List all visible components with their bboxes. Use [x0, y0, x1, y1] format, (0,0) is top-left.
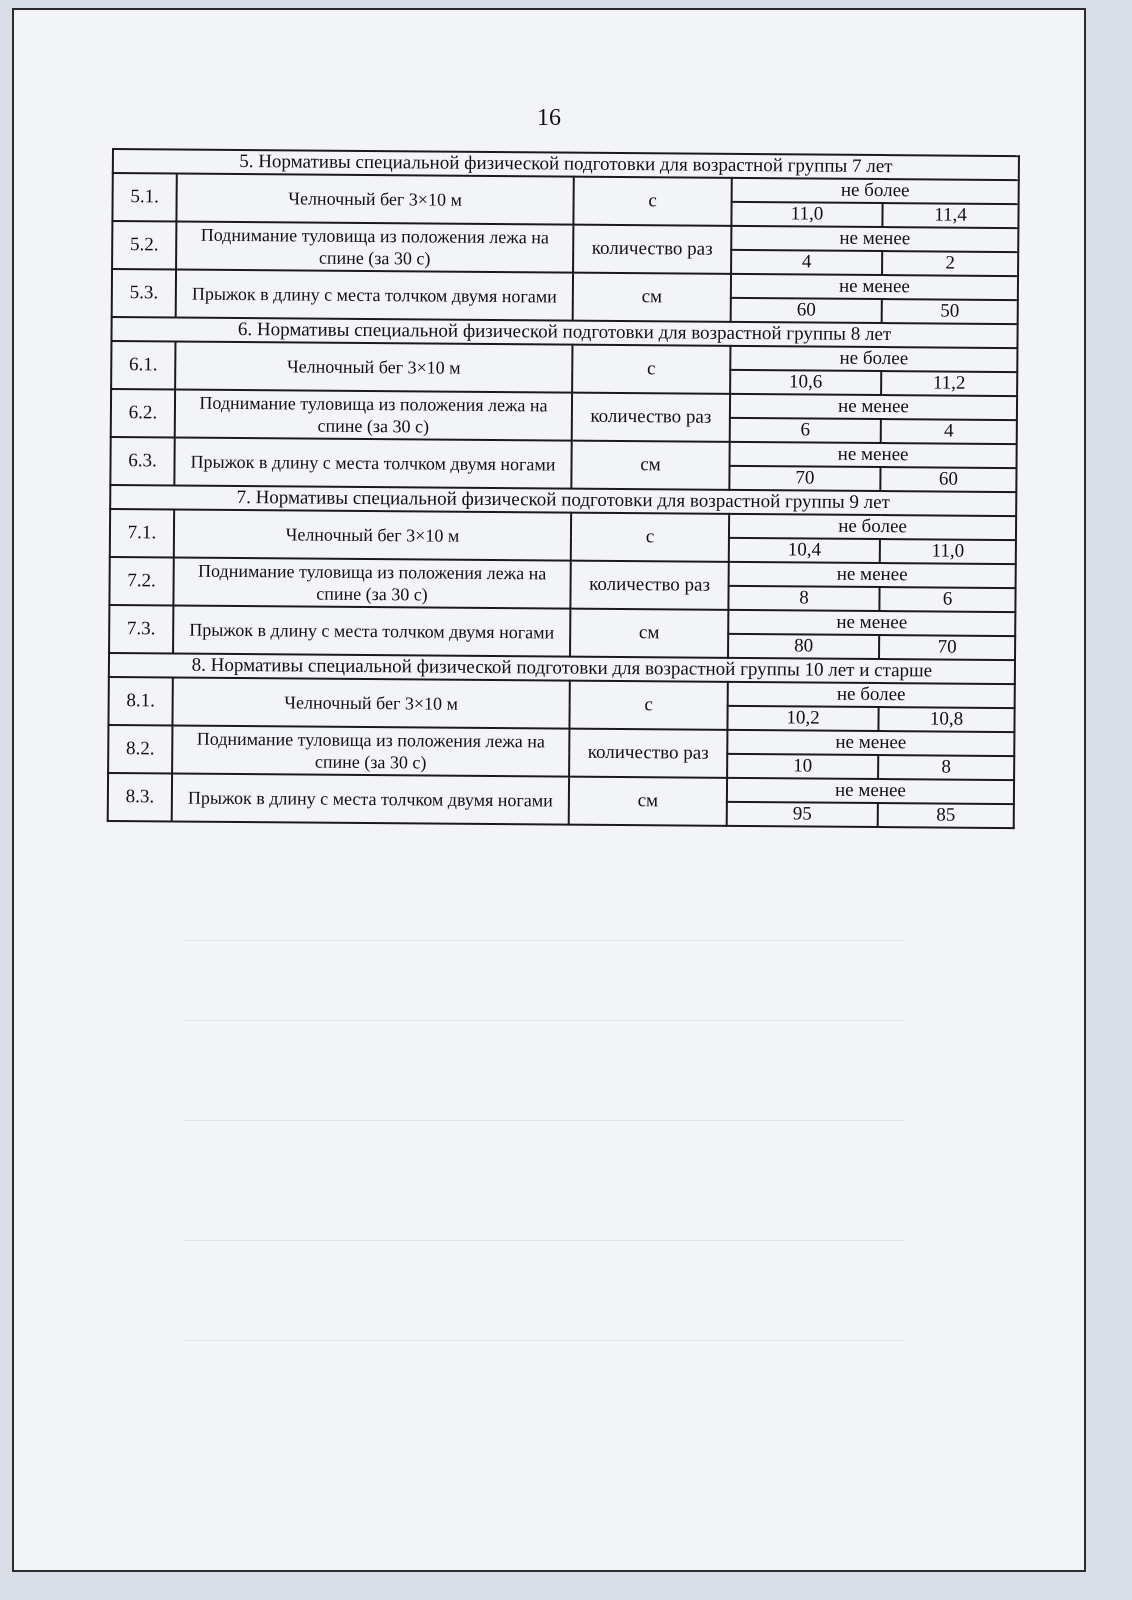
norm-value-2: 11,0 [880, 539, 1016, 564]
norm-value-1: 80 [728, 634, 879, 659]
section-title: 7. Нормативы специальной физической подготовки для возрастной группы 9 лет [110, 485, 1016, 516]
norm-number: 5.1. [112, 173, 176, 222]
norm-test-name: Челночный бег 3×10 м [172, 677, 569, 728]
norm-unit: см [569, 777, 727, 826]
norm-test-name: Прыжок в длину с места толчком двумя ногами [173, 605, 570, 656]
norm-value-2: 4 [881, 419, 1017, 444]
norm-test-name: Прыжок в длину с места толчком двумя ногами [174, 438, 571, 489]
norm-test-name: Поднимание туловища из положения лежа на спине (за 30 с) [175, 390, 572, 441]
norm-value-2: 70 [879, 635, 1015, 660]
norm-limit-type: не более [732, 178, 1019, 204]
norm-value-2: 2 [882, 251, 1018, 276]
norm-limit-type: не менее [727, 778, 1014, 804]
norm-value-2: 11,2 [881, 371, 1017, 396]
norm-value-1: 10,6 [730, 370, 881, 395]
norm-number: 8.1. [108, 677, 172, 726]
section-title: 6. Нормативы специальной физической подготовки для возрастной группы 8 лет [111, 317, 1017, 348]
norm-value-2: 11,4 [882, 203, 1018, 228]
norm-value-2: 85 [878, 803, 1014, 828]
norm-value-1: 8 [728, 586, 879, 611]
norm-test-name: Прыжок в длину с места толчком двумя ногами [172, 773, 569, 824]
norm-limit-type: не менее [730, 394, 1017, 420]
norm-limit-type: не менее [730, 442, 1017, 468]
norm-value-2: 50 [882, 299, 1018, 324]
norm-limit-type: не более [729, 514, 1016, 540]
norm-unit: см [570, 609, 728, 658]
norm-value-2: 60 [880, 467, 1016, 492]
bleed-through-line [184, 1340, 904, 1341]
norm-unit: см [571, 441, 729, 490]
norm-number: 5.3. [112, 269, 176, 318]
norm-unit: с [571, 513, 729, 562]
norm-number: 6.2. [111, 389, 175, 438]
norm-unit: с [572, 345, 730, 394]
norm-unit: с [569, 681, 727, 730]
norm-test-name: Прыжок в длину с места толчком двумя ногами [176, 270, 573, 321]
norm-limit-type: не менее [728, 610, 1015, 636]
norm-value-1: 11,0 [731, 202, 882, 227]
norms-table-body [108, 149, 1019, 828]
norm-value-1: 70 [729, 466, 880, 491]
norm-value-1: 95 [727, 802, 878, 827]
bleed-through-line [184, 1020, 904, 1021]
norm-number: 5.2. [112, 221, 176, 270]
norm-value-1: 10 [727, 754, 878, 779]
norm-unit: с [573, 177, 731, 226]
norm-value-1: 4 [731, 250, 882, 275]
norm-unit: см [573, 273, 731, 322]
norm-test-name: Челночный бег 3×10 м [174, 509, 571, 560]
norm-test-name: Поднимание туловища из положения лежа на спине (за 30 с) [173, 557, 570, 608]
norm-value-2: 8 [878, 755, 1014, 780]
section-title: 5. Нормативы специальной физической подготовки для возрастной группы 7 лет [113, 149, 1019, 180]
norm-number: 6.3. [110, 437, 174, 486]
norm-value-1: 60 [731, 298, 882, 323]
norm-limit-type: не менее [731, 274, 1018, 300]
document-page [14, 10, 1084, 1570]
norm-number: 6.1. [111, 341, 175, 390]
bleed-through-line [184, 940, 904, 941]
page-number: 16 [537, 105, 561, 131]
norms-table [107, 148, 1020, 829]
norm-limit-type: не менее [729, 562, 1016, 588]
bleed-through-line [184, 1240, 904, 1241]
norm-number: 7.2. [109, 557, 173, 606]
norm-unit: количество раз [572, 393, 730, 442]
norm-number: 8.2. [108, 725, 172, 774]
norm-value-2: 6 [879, 587, 1015, 612]
norm-number: 7.3. [109, 605, 173, 654]
norm-test-name: Поднимание туловища из положения лежа на спине (за 30 с) [176, 222, 573, 273]
norm-test-name: Поднимание туловища из положения лежа на спине (за 30 с) [172, 725, 569, 776]
norm-limit-type: не менее [731, 226, 1018, 252]
norm-number: 7.1. [110, 509, 174, 558]
norm-limit-type: не более [728, 682, 1015, 708]
norm-value-2: 10,8 [878, 707, 1014, 732]
norm-value-1: 10,4 [729, 538, 880, 563]
norm-limit-type: не более [730, 346, 1017, 372]
section-title: 8. Нормативы специальной физической подготовки для возрастной группы 10 лет и старше [109, 653, 1015, 684]
norm-unit: количество раз [569, 729, 727, 778]
norm-test-name: Челночный бег 3×10 м [175, 342, 572, 393]
norm-limit-type: не менее [727, 730, 1014, 756]
norm-unit: количество раз [570, 561, 728, 610]
norm-value-1: 6 [730, 418, 881, 443]
norm-number: 8.3. [108, 773, 172, 822]
norm-value-1: 10,2 [727, 706, 878, 731]
bleed-through-line [184, 1120, 904, 1121]
norm-unit: количество раз [573, 225, 731, 274]
norm-test-name: Челночный бег 3×10 м [176, 174, 573, 225]
